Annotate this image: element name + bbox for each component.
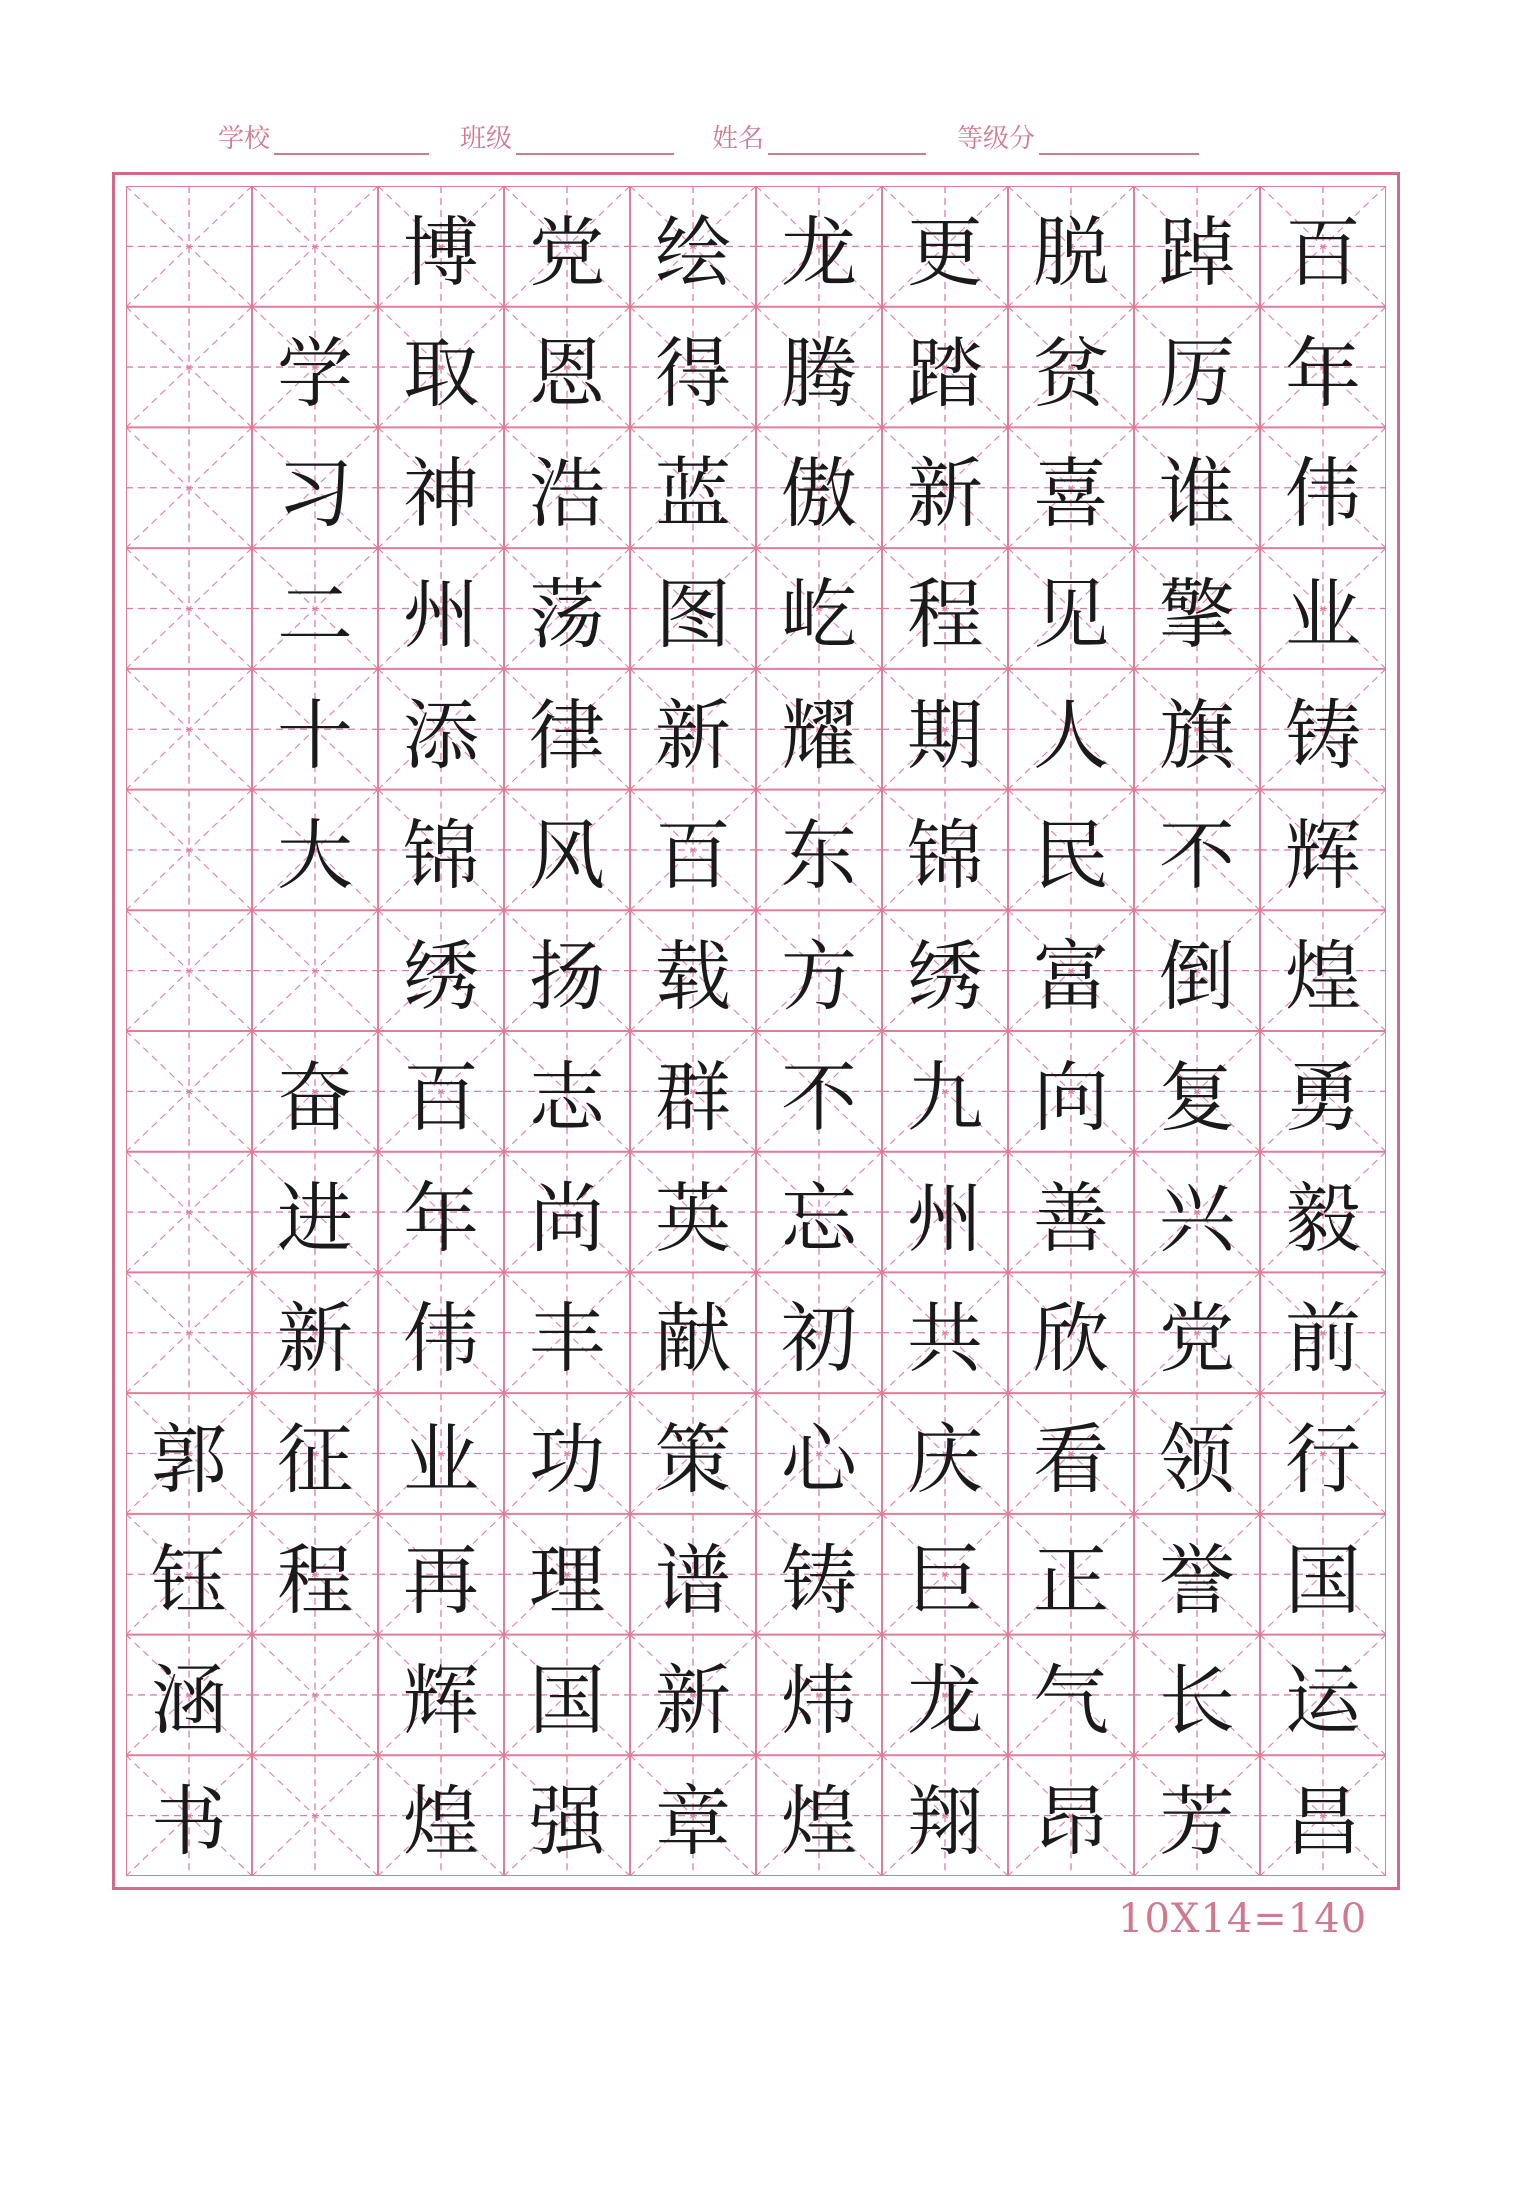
- character-cell: [126, 186, 252, 307]
- character-cell: 屹: [781, 569, 857, 659]
- character-cell: 勇: [1285, 1052, 1361, 1142]
- grade-blank[interactable]: [1039, 127, 1199, 155]
- character-cell: 丰: [529, 1294, 605, 1384]
- character-cell: 业: [403, 1414, 479, 1504]
- character-cell: 学: [277, 328, 353, 418]
- character-cell: 长: [1159, 1656, 1235, 1746]
- character-cell: 贫: [1033, 328, 1109, 418]
- character-cell: 兴: [1159, 1173, 1235, 1263]
- character-cell: 得: [655, 328, 731, 418]
- character-cell: 律: [529, 690, 605, 780]
- character-cell: 神: [403, 449, 479, 539]
- character-cell: 国: [1285, 1535, 1361, 1625]
- character-cell: 扬: [529, 932, 605, 1022]
- character-cell: 载: [655, 932, 731, 1022]
- character-cell: 绣: [403, 932, 479, 1022]
- character-cell: 习: [277, 449, 353, 539]
- character-cell: 图: [655, 569, 731, 659]
- character-cell: 昌: [1285, 1777, 1361, 1867]
- character-cell: 炜: [781, 1656, 857, 1746]
- class-label: 班级: [460, 124, 513, 154]
- character-cell: 辉: [403, 1656, 479, 1746]
- character-cell: 新: [655, 690, 731, 780]
- character-cell: 程: [277, 1535, 353, 1625]
- character-cell: 书: [151, 1777, 227, 1867]
- character-cell: 龙: [907, 1656, 983, 1746]
- character-cell: 郭: [151, 1414, 227, 1504]
- character-cell: 忘: [781, 1173, 857, 1263]
- character-cell: 富: [1033, 932, 1109, 1022]
- character-cell: [126, 1031, 252, 1152]
- character-cell: 踏: [907, 328, 983, 418]
- character-cell: [126, 427, 252, 548]
- character-cell: 傲: [781, 449, 857, 539]
- character-cell: 运: [1285, 1656, 1361, 1746]
- character-cell: 州: [907, 1173, 983, 1263]
- character-cell: 再: [403, 1535, 479, 1625]
- character-cell: 征: [277, 1414, 353, 1504]
- school-label: 学校: [218, 124, 271, 154]
- character-cell: 耀: [781, 690, 857, 780]
- character-cell: 誉: [1159, 1535, 1235, 1625]
- character-cell: 喜: [1033, 449, 1109, 539]
- character-cell: 向: [1033, 1052, 1109, 1142]
- character-cell: 群: [655, 1052, 731, 1142]
- character-cell: 铸: [781, 1535, 857, 1625]
- school-blank[interactable]: [274, 127, 429, 155]
- character-cell: [252, 186, 378, 307]
- character-cell: 九: [907, 1052, 983, 1142]
- character-cell: 百: [1285, 207, 1361, 297]
- character-cell: 行: [1285, 1414, 1361, 1504]
- character-cell: 毅: [1285, 1173, 1361, 1263]
- character-cell: 谁: [1159, 449, 1235, 539]
- character-cell: 功: [529, 1414, 605, 1504]
- character-cell: 英: [655, 1173, 731, 1263]
- character-cell: 新: [655, 1656, 731, 1746]
- character-cell: 前: [1285, 1294, 1361, 1384]
- character-cell: 蓝: [655, 449, 731, 539]
- character-cell: 初: [781, 1294, 857, 1384]
- character-cell: [126, 307, 252, 428]
- character-cell: 心: [781, 1414, 857, 1504]
- grid-count-formula: 10X14=140: [1118, 1896, 1368, 1942]
- name-blank[interactable]: [768, 127, 926, 155]
- character-cell: 锦: [403, 811, 479, 901]
- character-cell: 二: [277, 569, 353, 659]
- character-cell: 方: [781, 932, 857, 1022]
- character-cell: 领: [1159, 1414, 1235, 1504]
- character-cell: 煌: [403, 1777, 479, 1867]
- character-cell: 昂: [1033, 1777, 1109, 1867]
- name-label: 姓名: [712, 124, 765, 154]
- character-cell: 章: [655, 1777, 731, 1867]
- character-cell: 善: [1033, 1173, 1109, 1263]
- grade-field[interactable]: [957, 118, 1199, 155]
- character-cell: 腾: [781, 328, 857, 418]
- character-cell: 策: [655, 1414, 731, 1504]
- character-cell: 不: [1159, 811, 1235, 901]
- character-cell: 国: [529, 1656, 605, 1746]
- character-cell: 东: [781, 811, 857, 901]
- character-cell: 擎: [1159, 569, 1235, 659]
- character-cell: 铸: [1285, 690, 1361, 780]
- character-cell: 新: [277, 1294, 353, 1384]
- character-cell: 煌: [1285, 932, 1361, 1022]
- character-cell: 尚: [529, 1173, 605, 1263]
- character-cell: 芳: [1159, 1777, 1235, 1867]
- character-cell: 百: [655, 811, 731, 901]
- character-cell: [126, 910, 252, 1031]
- character-cell: 理: [529, 1535, 605, 1625]
- character-cell: 倒: [1159, 932, 1235, 1022]
- character-cell: 厉: [1159, 328, 1235, 418]
- character-cell: 大: [277, 811, 353, 901]
- character-cell: 更: [907, 207, 983, 297]
- character-cell: 期: [907, 690, 983, 780]
- character-cell: 龙: [781, 207, 857, 297]
- character-cell: 气: [1033, 1656, 1109, 1746]
- character-cell: 伟: [1285, 449, 1361, 539]
- character-cell: 谱: [655, 1535, 731, 1625]
- character-cell: 荡: [529, 569, 605, 659]
- character-cell: 踔: [1159, 207, 1235, 297]
- character-cell: [126, 669, 252, 790]
- character-cell: 看: [1033, 1414, 1109, 1504]
- character-cell: 博: [403, 207, 479, 297]
- character-cell: [126, 548, 252, 669]
- character-cell: [126, 1272, 252, 1393]
- character-cell: 浩: [529, 449, 605, 539]
- character-cell: 州: [403, 569, 479, 659]
- character-cell: 业: [1285, 569, 1361, 659]
- character-cell: 奋: [277, 1052, 353, 1142]
- character-cell: 脱: [1033, 207, 1109, 297]
- character-cell: 党: [1159, 1294, 1235, 1384]
- school-field[interactable]: [218, 118, 429, 155]
- character-cell: 煌: [781, 1777, 857, 1867]
- class-blank[interactable]: [516, 127, 674, 155]
- character-cell: [126, 1152, 252, 1273]
- character-cell: 党: [529, 207, 605, 297]
- character-cell: 巨: [907, 1535, 983, 1625]
- character-cell: 翔: [907, 1777, 983, 1867]
- character-cell: 锦: [907, 811, 983, 901]
- character-cell: 钰: [151, 1535, 227, 1625]
- character-cell: 共: [907, 1294, 983, 1384]
- character-cell: 添: [403, 690, 479, 780]
- character-cell: 欣: [1033, 1294, 1109, 1384]
- character-cell: 年: [1285, 328, 1361, 418]
- character-cell: [126, 790, 252, 911]
- character-cell: [252, 910, 378, 1031]
- character-cell: 取: [403, 328, 479, 418]
- character-cell: 复: [1159, 1052, 1235, 1142]
- character-cell: 进: [277, 1173, 353, 1263]
- character-cell: [252, 1635, 378, 1756]
- character-cell: 年: [403, 1173, 479, 1263]
- character-cell: 辉: [1285, 811, 1361, 901]
- character-cell: 不: [781, 1052, 857, 1142]
- character-cell: 志: [529, 1052, 605, 1142]
- character-cell: 恩: [529, 328, 605, 418]
- character-cell: 献: [655, 1294, 731, 1384]
- grade-label: 等级分: [957, 124, 1036, 154]
- character-cell: 庆: [907, 1414, 983, 1504]
- character-cell: 强: [529, 1777, 605, 1867]
- character-cell: 人: [1033, 690, 1109, 780]
- character-cell: 旗: [1159, 690, 1235, 780]
- character-cell: 新: [907, 449, 983, 539]
- character-cell: 正: [1033, 1535, 1109, 1625]
- character-cell: 风: [529, 811, 605, 901]
- character-cell: [252, 1755, 378, 1876]
- character-cell: 见: [1033, 569, 1109, 659]
- character-cell: 民: [1033, 811, 1109, 901]
- character-cell: 程: [907, 569, 983, 659]
- character-cell: 十: [277, 690, 353, 780]
- name-field[interactable]: [712, 118, 926, 155]
- character-cell: 涵: [151, 1656, 227, 1746]
- character-cell: 伟: [403, 1294, 479, 1384]
- header: [0, 118, 1523, 158]
- character-cell: 百: [403, 1052, 479, 1142]
- character-cell: 绘: [655, 207, 731, 297]
- character-cell: 绣: [907, 932, 983, 1022]
- class-field[interactable]: [460, 118, 674, 155]
